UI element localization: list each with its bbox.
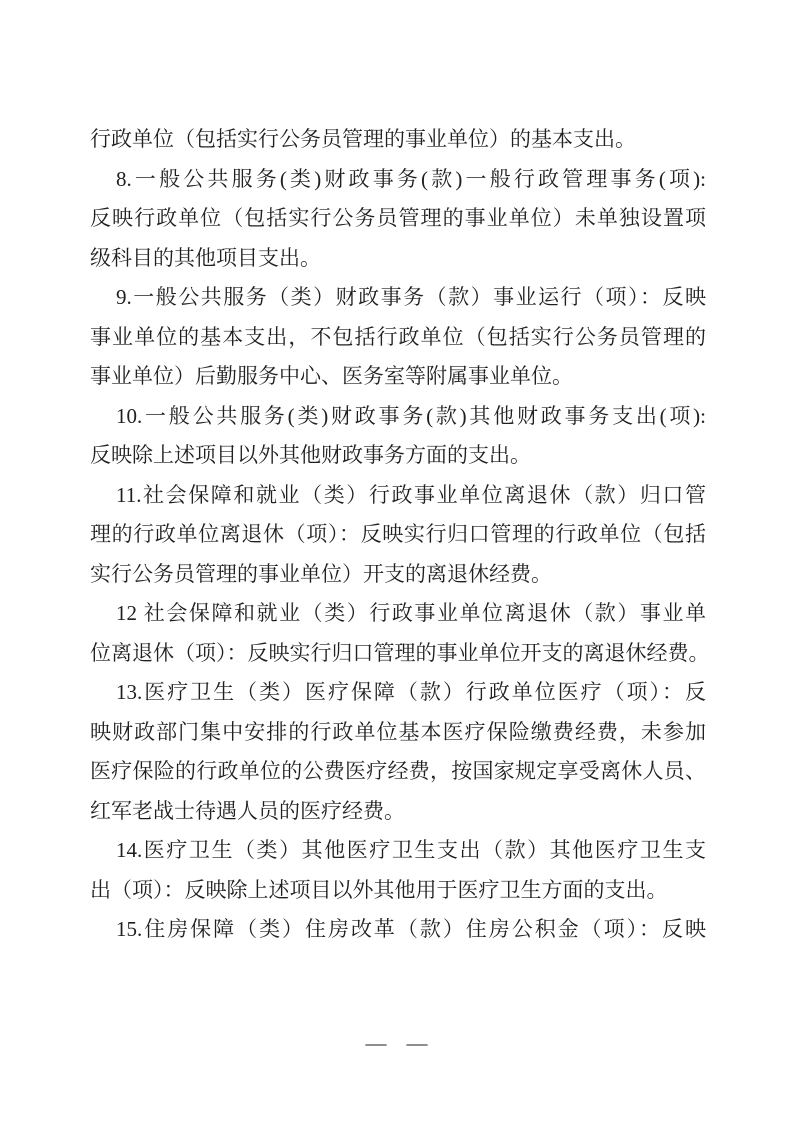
text-line: 事业单位）后勤服务中心、医务室等附属事业单位。 (90, 364, 573, 388)
text-line: 医疗保险的行政单位的公费医疗经费，按国家规定享受离休人员、 (90, 759, 706, 783)
text-line: 反映行政单位（包括实行公务员管理的事业单位）未单独设置项 (90, 206, 706, 230)
text-line: 14.医疗卫生（类）其他医疗卫生支出（款）其他医疗卫生支 (116, 838, 706, 862)
text-line: 理的行政单位离退休（项）：反映实行归口管理的行政单位（包括 (90, 522, 706, 546)
text-line: 11.社会保障和就业（类）行政事业单位离退休（款）归口管 (116, 482, 706, 507)
page-number-dashes (0, 1024, 793, 1064)
page-number-dash: — (365, 1031, 387, 1055)
text-line: 出（项）：反映除上述项目以外其他用于医疗卫生方面的支出。 (90, 877, 668, 902)
text-line: 红军老战士待遇人员的医疗经费。 (90, 798, 405, 823)
text-line: 8.一般公共服务(类)财政事务(款)一般行政管理事务(项): (116, 166, 706, 191)
text-line: 事业单位的基本支出，不包括行政单位（包括实行公务员管理的 (90, 324, 706, 349)
text-line: 行政单位（包括实行公务员管理的事业单位）的基本支出。 (90, 127, 636, 151)
text-line: 10.一般公共服务(类)财政事务(款)其他财政事务支出(项): (116, 403, 706, 428)
page-number-dash: — (406, 1031, 428, 1055)
text-line: 实行公务员管理的事业单位）开支的离退休经费。 (90, 561, 552, 586)
text-line: 13.医疗卫生（类）医疗保障（款）行政单位医疗（项）：反 (116, 680, 706, 704)
text-line: 9.一般公共服务（类）财政事务（款）事业运行（项）：反映 (116, 285, 706, 309)
text-line: 级科目的其他项目支出。 (90, 245, 321, 270)
text-line: 映财政部门集中安排的行政单位基本医疗保险缴费经费，未参加 (90, 719, 706, 744)
text-line: 12 社会保障和就业（类）行政事业单位离退休（款）事业单 (116, 601, 706, 625)
text-line: 位离退休（项）：反映实行归口管理的事业单位开支的离退休经费。 (90, 640, 710, 665)
document-body (90, 120, 710, 950)
text-line: 15.住房保障（类）住房改革（款）住房公积金（项）：反映 (116, 917, 706, 941)
text-line: 反映除上述项目以外其他财政事务方面的支出。 (90, 443, 531, 467)
